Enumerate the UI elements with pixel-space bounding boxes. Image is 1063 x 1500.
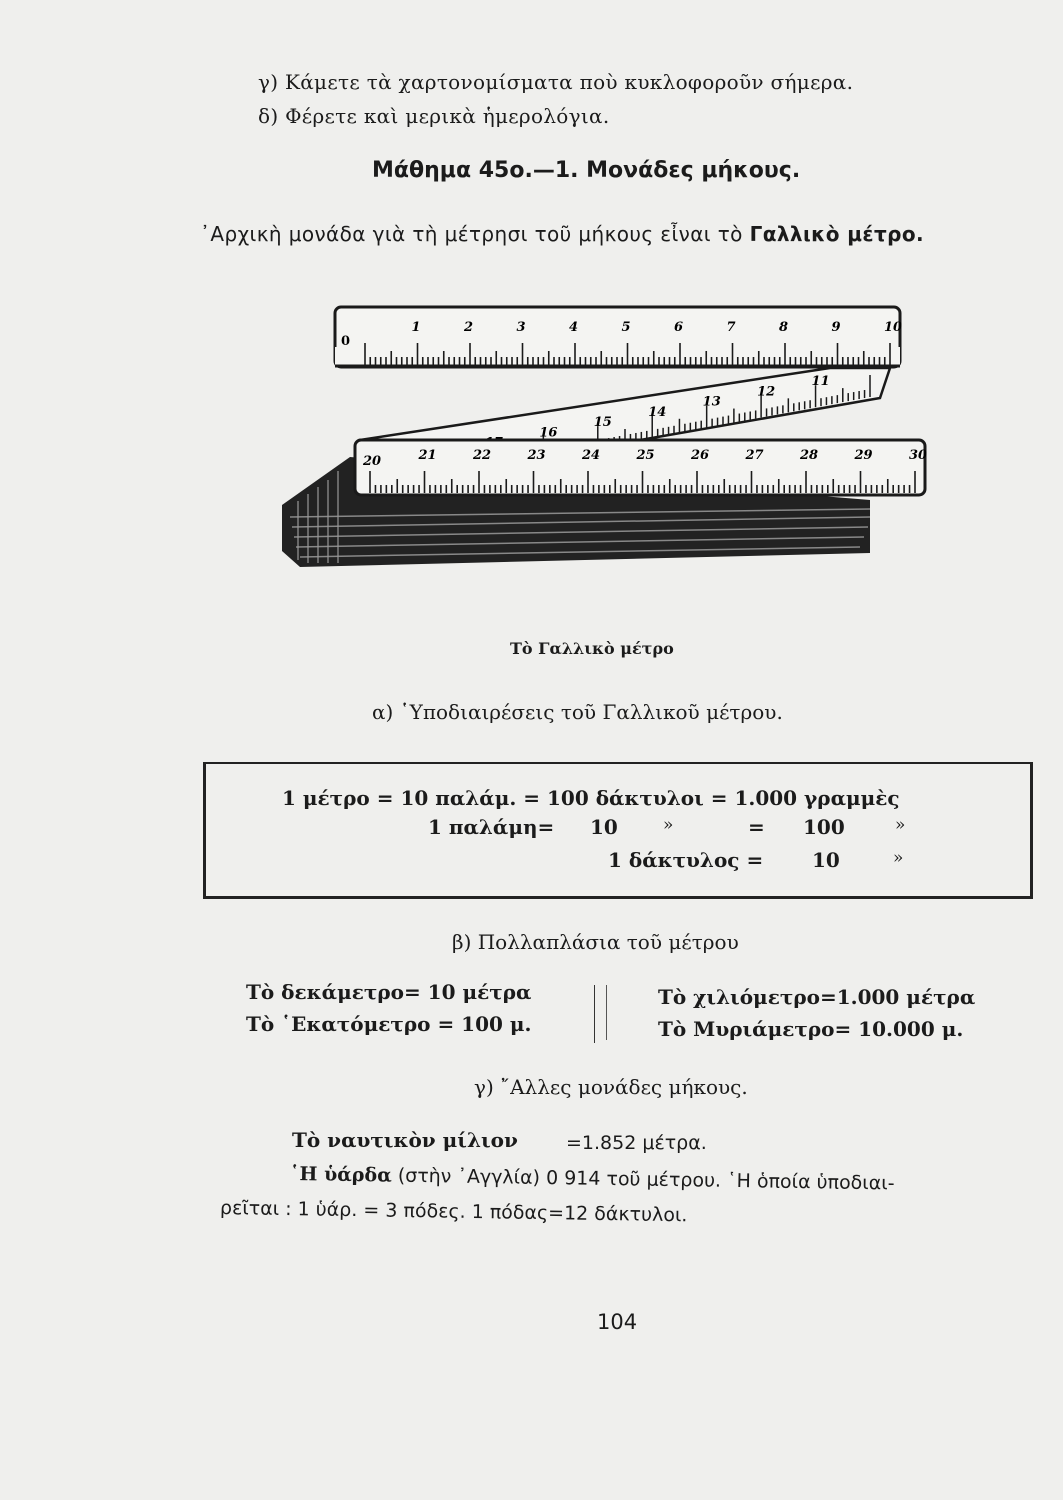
intro-sentence: [200, 222, 924, 246]
subdivision-row-palm-label: 1 παλάμη=: [428, 815, 555, 839]
top-number: 7: [726, 320, 736, 335]
ruler-bottom-segment: [355, 440, 927, 495]
yard-definition-line-1: [290, 1163, 895, 1194]
section-a-heading: α) ῾Υποδιαιρέσεις τοῦ Γαλλικοῦ μέτρου.: [372, 700, 783, 724]
multiple-myriameter: Τὸ Μυριάμετρο= 10.000 μ.: [658, 1017, 964, 1041]
top-number: 5: [621, 320, 631, 335]
subdivisions-table: [203, 762, 1033, 899]
yard-line-1-rest: (στὴν ᾿Αγγλία) 0 914 τοῦ μέτρου. ῾Η ὁποία ὑποδιαι-: [391, 1164, 895, 1195]
bottom-number: 26: [691, 448, 710, 463]
middle-number: 13: [702, 394, 721, 410]
bottom-number: 24: [582, 448, 601, 463]
middle-number: 15: [593, 415, 612, 431]
bottom-number: 30: [909, 448, 928, 463]
bottom-number: 23: [527, 448, 546, 463]
bottom-number: 21: [418, 448, 437, 463]
top-number: 4: [569, 320, 579, 335]
subdivision-row-finger-label: 1 δάκτυλος =: [608, 848, 764, 872]
subdivision-row-palm-equals: =: [748, 815, 765, 839]
nautical-mile-value: =1.852 μέτρα.: [566, 1132, 707, 1154]
bottom-number: 22: [473, 448, 492, 463]
top-number: 10: [884, 320, 903, 335]
bottom-number: 27: [745, 448, 764, 463]
column-divider: [594, 985, 595, 1043]
folding-ruler-illustration: [270, 295, 935, 575]
exercise-line-delta: δ) Φέρετε καὶ μερικὰ ἡμερολόγια.: [258, 104, 610, 128]
yard-label: ῾Η ὑάρδα: [289, 1163, 392, 1187]
subdivision-row-palm-value: 10: [590, 815, 618, 839]
top-number: 8: [779, 320, 789, 335]
bottom-number: 25: [636, 448, 655, 463]
subdivision-row-meter: 1 μέτρο = 10 παλάμ. = 100 δάκτυλοι = 1.000 γραμμὲς: [282, 786, 900, 810]
section-b-heading: β) Πολλαπλάσια τοῦ μέτρου: [452, 930, 739, 954]
bottom-number: 28: [800, 448, 819, 463]
page-number: 104: [597, 1310, 638, 1334]
bottom-number: 29: [854, 448, 873, 463]
multiple-decameter: Τὸ δεκάμετρο= 10 μέτρα: [246, 980, 532, 1004]
top-number: 9: [831, 320, 841, 335]
section-g-heading: γ) ῎Αλλες μονάδες μήκους.: [474, 1075, 748, 1099]
subdivision-row-palm-value2: 100: [803, 815, 845, 839]
subdivision-row-palm-ditto-1: »: [663, 815, 674, 835]
middle-number: 14: [648, 404, 667, 420]
ruler-top-segment: [335, 307, 902, 367]
middle-number: 12: [757, 384, 776, 400]
subdivision-row-finger-ditto: »: [893, 848, 904, 868]
yard-definition-line-2: ρεῖται : 1 ὑάρ. = 3 πόδες. 1 πόδας=12 δάκτυλοι.: [219, 1197, 688, 1227]
subdivision-row-palm-ditto-2: »: [895, 815, 906, 835]
multiple-kilometer: Τὸ χιλιόμετρο=1.000 μέτρα: [658, 985, 976, 1009]
subdivision-row-finger-value: 10: [812, 848, 840, 872]
top-number: 1: [411, 320, 421, 335]
figure-caption: Τὸ Γαλλικὸ μέτρο: [510, 639, 674, 658]
middle-number: 11: [811, 374, 830, 390]
exercise-line-gamma: γ) Κάμετε τὰ χαρτονομίσματα ποὺ κυκλοφοροῦν σήμερα.: [258, 70, 854, 94]
intro-prefix: ᾿Αρχικὴ μονάδα γιὰ τὴ μέτρησι τοῦ μήκους εἶναι τὸ: [200, 222, 743, 246]
multiple-hectometer: Τὸ ῾Εκατόμετρο = 100 μ.: [246, 1012, 532, 1036]
intro-emphasis: Γαλλικὸ μέτρο.: [749, 222, 924, 246]
column-divider: [606, 985, 607, 1040]
bottom-number: 20: [363, 454, 382, 469]
top-number: 6: [674, 320, 684, 335]
nautical-mile-label: Τὸ ναυτικὸν μίλιον: [292, 1128, 518, 1152]
top-number: 3: [516, 320, 526, 335]
top-label-0: 0: [341, 334, 351, 349]
lesson-title: Μάθημα 45ο.—1. Μονάδες μήκους.: [372, 158, 801, 183]
middle-number: 16: [539, 425, 558, 441]
top-number: 2: [464, 320, 474, 335]
